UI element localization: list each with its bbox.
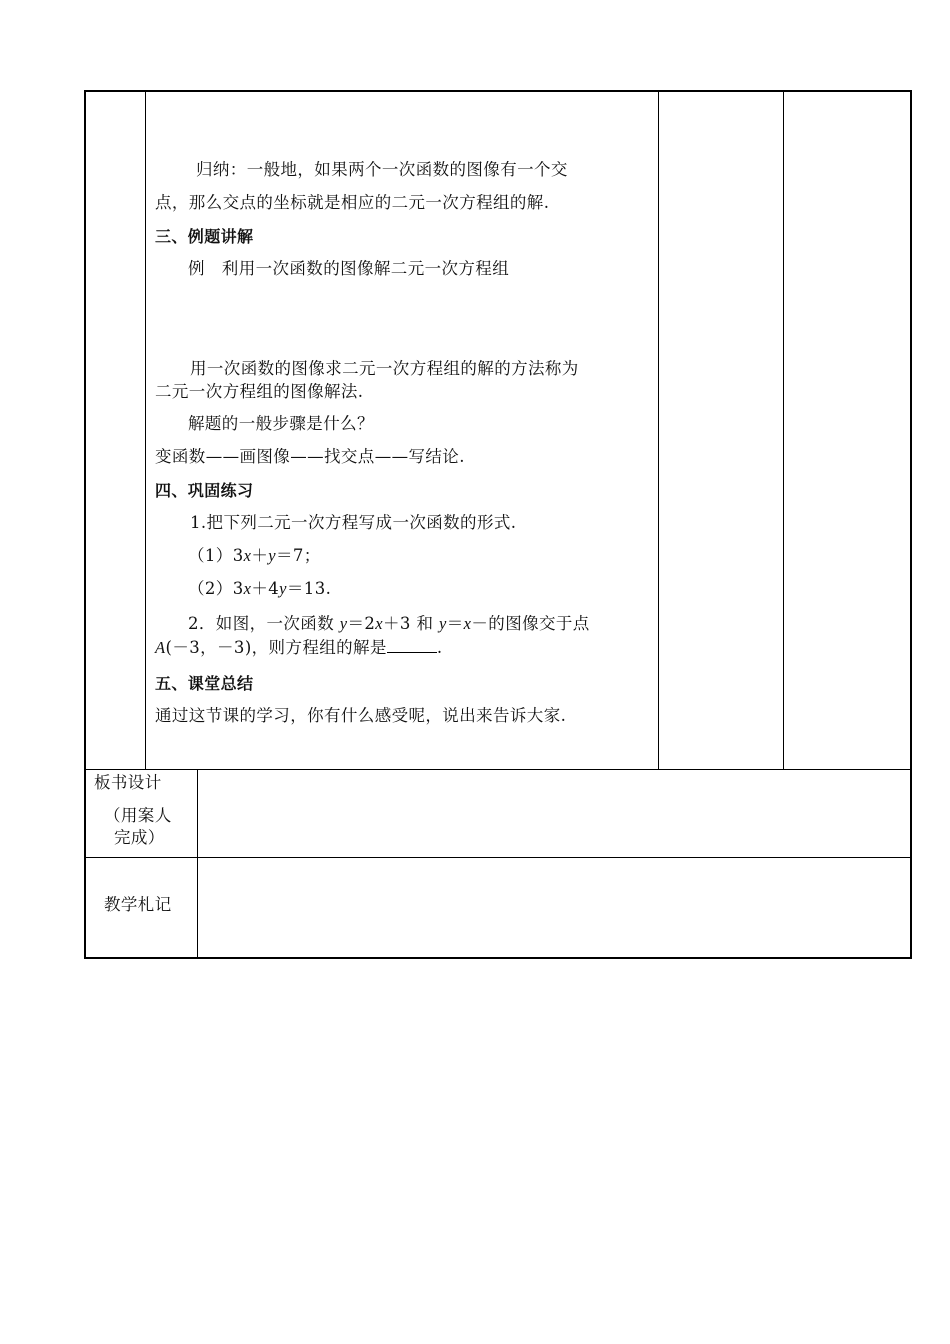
variable-x: x: [463, 614, 472, 633]
exercise-2-intro: 2．如图，一次函数: [188, 614, 340, 633]
column-divider: [197, 769, 198, 958]
variable-x: x: [375, 614, 384, 633]
section-heading-summary: 五、课堂总结: [155, 674, 254, 693]
exercise-1a-label: （1）3: [188, 546, 244, 565]
exercise-1b-label: （2）3: [188, 579, 244, 598]
equation-rhs: ＝13.: [286, 579, 332, 598]
equation-part: ＝2: [347, 614, 376, 633]
table-border-right: [910, 90, 912, 959]
closing-remark: 通过这节课的学习，你有什么感受呢，说出来告诉大家.: [155, 706, 567, 725]
table-border-top: [84, 90, 912, 92]
table-border-bottom: [84, 957, 912, 959]
equation-part: ＝: [446, 614, 464, 633]
plus-sign: ＋: [251, 546, 269, 565]
variable-y: y: [439, 614, 447, 633]
variable-y: y: [279, 579, 287, 598]
steps-answer: 变函数——画图像——找交点——写结论.: [155, 447, 465, 466]
equation-part: ＋3 和: [383, 614, 440, 633]
section-heading-practice: 四、巩固练习: [155, 481, 254, 500]
variable-y: y: [339, 614, 348, 633]
teaching-notes-label: 教学札记: [104, 895, 172, 914]
board-design-note-2: 完成）: [114, 828, 165, 847]
example-statement: 例 利用一次函数的图像解二元一次方程组: [188, 259, 510, 278]
column-divider: [145, 90, 146, 770]
variable-y: y: [268, 546, 276, 565]
exercise-2-line-2: [155, 637, 443, 658]
equation-rhs: ＝7；: [275, 546, 321, 565]
answer-blank[interactable]: [387, 637, 437, 653]
steps-question: 解题的一般步骤是什么？: [188, 414, 374, 433]
variable-x: x: [243, 546, 252, 565]
plus-term: ＋4: [251, 579, 280, 598]
exercise-1a: [188, 546, 321, 566]
exercise-1: 1.把下列二元一次方程写成一次函数的形式.: [190, 513, 517, 532]
board-design-note-1: （用案人: [104, 806, 172, 825]
summary-line-1: 归纳：一般地，如果两个一次函数的图像有一个交: [196, 160, 568, 179]
column-divider: [658, 90, 659, 770]
period: .: [436, 638, 443, 657]
point-label: A: [155, 638, 166, 657]
board-design-label: 板书设计: [94, 773, 162, 792]
row-divider: [84, 769, 912, 770]
table-border-left: [84, 90, 86, 959]
method-line-2: 二元一次方程组的图像解法.: [155, 382, 364, 401]
exercise-2-line-1: [188, 614, 590, 634]
variable-x: x: [243, 579, 252, 598]
exercise-1b: [188, 579, 331, 599]
method-line-1: 用一次函数的图像求二元一次方程组的解的方法称为: [190, 359, 579, 378]
section-heading-example: 三、例题讲解: [155, 227, 254, 246]
row-divider: [84, 857, 912, 858]
equation-part: －的图像交于点: [471, 614, 590, 633]
column-divider: [783, 90, 784, 770]
point-coords: (－3，－3)，则方程组的解是: [165, 638, 387, 657]
summary-line-2: 点，那么交点的坐标就是相应的二元一次方程组的解.: [155, 193, 550, 212]
